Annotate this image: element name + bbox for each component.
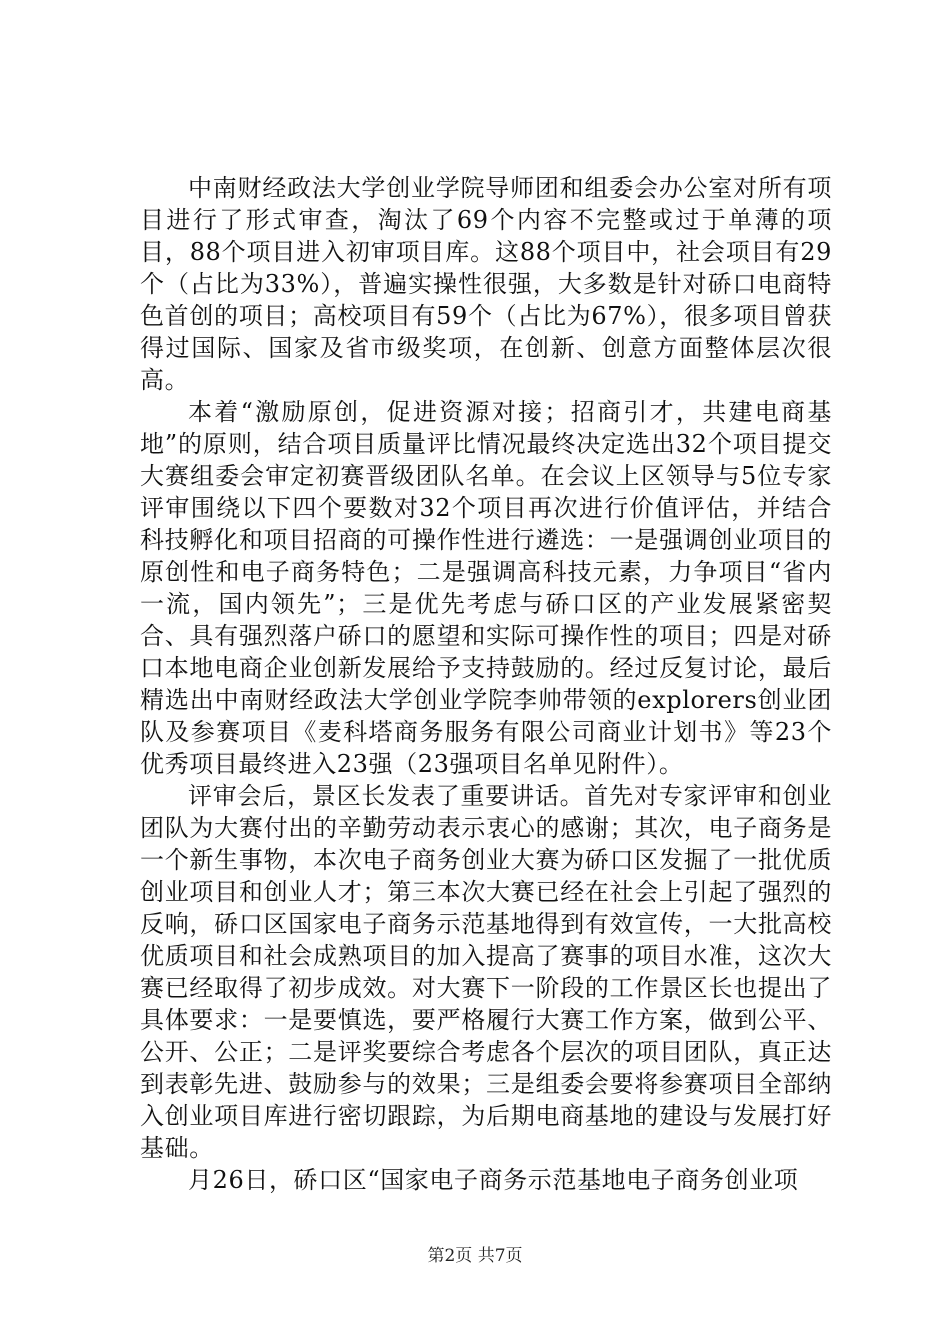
document-body <box>140 172 832 1196</box>
paragraph-district-speech: 评审会后，景区长发表了重要讲话。首先对专家评审和创业团队为大赛付出的辛勤劳动表示衷心的感谢；其次，电子商务是一个新生事物，本次电子商务创业大赛为硚口区发掘了一批优质创业项目和创业人才；第三本次大赛已经在社会上引起了强烈的反响，硚口区国家电子商务示范基地得到有效宣传，一大批高校优质项目和社会成熟项目的加入提高了赛事的项目水准，这次大赛已经取得了初步成效。对大赛下一阶段的工作景区长也提出了具体要求：一是要慎选，要严格履行大赛工作方案，做到公平、公开、公正；二是评奖要综合考虑各个层次的项目团队，真正达到表彰先进、鼓励参与的效果；三是组委会要将参赛项目全部纳入创业项目库进行密切跟踪，为后期电商基地的建设与发展打好基础。 <box>140 782 832 1162</box>
paragraph-selection-principles: 本着“激励原创，促进资源对接；招商引才，共建电商基地”的原则，结合项目质量评比情况最终决定选出32个项目提交大赛组委会审定初赛晋级团队名单。在会议上区领导与5位专家评审围绕以下四个要数对32个项目再次进行价值评估，并结合科技孵化和项目招商的可操作性进行遴选：一是强调创业项目的原创性和电子商务特色；二是强调高科技元素，力争项目“省内一流，国内领先”；三是优先考虑与硚口区的产业发展紧密契合、具有强烈落户硚口的愿望和实际可操作性的项目；四是对硚口本地电商企业创新发展给予支持鼓励的。经过反复讨论，最后精选出中南财经政法大学创业学院李帅带领的explorers创业团队及参赛项目《麦科塔商务服务有限公司商业计划书》等23个优秀项目最终进入23强（23强项目名单见附件）。 <box>140 398 832 778</box>
paragraph-continuation: 月26日，硚口区“国家电子商务示范基地电子商务创业项 <box>188 1166 799 1194</box>
paragraph-review-summary: 中南财经政法大学创业学院导师团和组委会办公室对所有项目进行了形式审查，淘汰了69个内容不完整或过于单薄的项目，88个项目进入初审项目库。这88个项目中，社会项目有29个（占比为33%），普遍实操性很强，大多数是针对硚口电商特色首创的项目；高校项目有59个（占比为67%），很多项目曾获得过国际、国家及省市级奖项，在创新、创意方面整体层次很高。 <box>140 174 832 394</box>
page-number-footer: 第2页 共7页 <box>427 1246 523 1266</box>
